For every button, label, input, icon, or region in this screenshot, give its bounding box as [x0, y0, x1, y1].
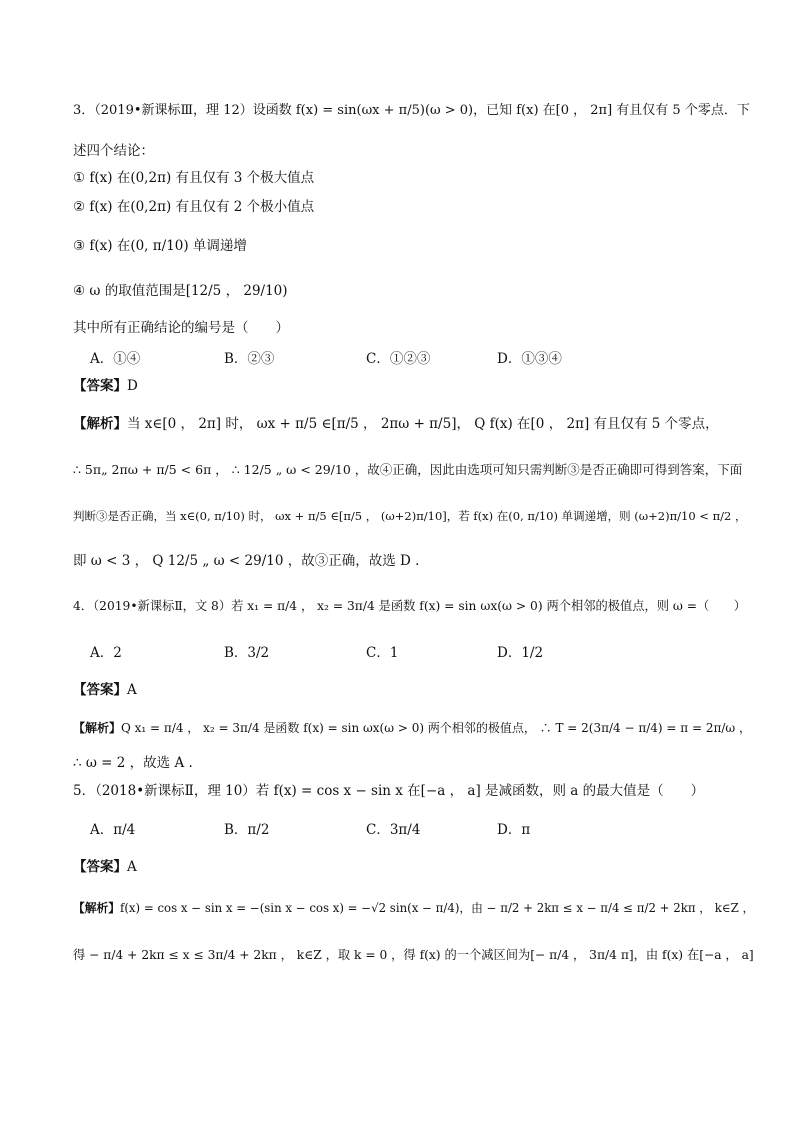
- answer-label: 【答案】: [73, 859, 127, 875]
- q5-option-c: C．3π/4: [366, 822, 421, 838]
- solution-label: 【解析】: [73, 721, 122, 735]
- q3-conclusion-3: ③ f(x) 在(0, π/10) 单调递增: [73, 238, 247, 254]
- solution-label: 【解析】: [73, 416, 127, 432]
- q4-solution-line-2: ∴ ω = 2 ，故选 A .: [73, 755, 193, 771]
- q5-stem: 5．（2018•新课标Ⅱ，理 10）若 f(x) = cos x − sin x 在[−a ， a] 是减函数，则 a 的最大值是（ ）: [73, 783, 705, 799]
- q3-conclusion-1: ① f(x) 在(0,2π) 有且仅有 3 个极大值点: [73, 170, 315, 186]
- solution-text: 当 x∈[0 ， 2π] 时， ωx + π/5 ∈[π/5 ， 2πω + π/5]， Q f(x) 在[0 ， 2π] 有且仅有 5 个零点，: [127, 416, 719, 432]
- q4-solution-line-1: [73, 718, 751, 738]
- answer-value: D: [127, 378, 138, 394]
- q3-solution-line-2: ∴ 5π„ 2πω + π/5 < 6π ， ∴ 12/5 „ ω < 29/10 ，故④正确，因此由选项可知只需判断③是否正确即可得到答案，下面: [73, 462, 743, 477]
- solution-text: Q x₁ = π/4 ， x₂ = 3π/4 是函数 f(x) = sin ωx(ω > 0) 两个相邻的极值点， ∴ T = 2(3π/4 − π/4) = π = 2π/ω ，: [121, 721, 752, 735]
- q4-option-c: C．1: [366, 645, 399, 661]
- q3-solution-line-4: 即 ω < 3 ， Q 12/5 „ ω < 29/10 ，故③正确，故选 D .: [73, 553, 420, 569]
- q3-solution-line-3: 判断③是否正确，当 x∈(0, π/10) 时， ωx + π/5 ∈[π/5 ， (ω+2)π/10]，若 f(x) 在(0, π/10) 单调递增，则 (ω+2)π/10 < π/2 ，: [73, 509, 747, 523]
- q3-conclusion-4: ④ ω 的取值范围是[12/5 ， 29/10): [73, 283, 288, 299]
- q4-option-a: A．2: [90, 645, 122, 661]
- solution-text: f(x) = cos x − sin x = −(sin x − cos x) = −√2 sin(x − π/4)，由 − π/2 + 2kπ ≤ x − π/4 ≤ π/2 + 2kπ ， k∈Z ，: [120, 901, 755, 915]
- q5-answer: [73, 857, 137, 877]
- q3-answer: [73, 376, 138, 396]
- q5-option-d: D．π: [497, 822, 531, 838]
- q4-stem: 4．（2019•新课标Ⅱ，文 8）若 x₁ = π/4 ， x₂ = 3π/4 是函数 f(x) = sin ωx(ω > 0) 两个相邻的极值点，则 ω =（ ）: [73, 599, 747, 613]
- answer-label: 【答案】: [73, 682, 127, 698]
- answer-value: A: [127, 859, 137, 875]
- solution-label: 【解析】: [73, 901, 120, 915]
- q3-stem-line-2: 述四个结论：: [73, 143, 154, 159]
- q3-question: 其中所有正确结论的编号是（ ）: [73, 320, 289, 336]
- q3-solution-line-1: [73, 414, 719, 434]
- q3-option-a: A．①④: [90, 351, 141, 367]
- q4-answer: [73, 680, 137, 700]
- q5-solution-line-2: 得 − π/4 + 2kπ ≤ x ≤ 3π/4 + 2kπ ， k∈Z ，取 k = 0 ，得 f(x) 的一个减区间为[− π/4 ， 3π/4 π]，由 f(x) 在[−a ， a]: [73, 948, 754, 962]
- answer-value: A: [127, 682, 137, 698]
- q3-option-c: C．①②③: [366, 351, 431, 367]
- q4-option-d: D．1/2: [497, 645, 544, 661]
- q3-conclusion-2: ② f(x) 在(0,2π) 有且仅有 2 个极小值点: [73, 199, 315, 215]
- answer-label: 【答案】: [73, 378, 127, 394]
- q3-option-b: B．②③: [224, 351, 275, 367]
- q3-option-d: D．①③④: [497, 351, 562, 367]
- q5-option-a: A．π/4: [90, 822, 136, 838]
- q3-stem-line-1: 3．（2019•新课标Ⅲ，理 12）设函数 f(x) = sin(ωx + π/5)(ω > 0)，已知 f(x) 在[0 ， 2π] 有且仅有 5 个零点．下: [73, 103, 750, 118]
- q5-solution-line-1: [73, 898, 754, 918]
- q5-option-b: B．π/2: [224, 822, 270, 838]
- q4-option-b: B．3/2: [224, 645, 270, 661]
